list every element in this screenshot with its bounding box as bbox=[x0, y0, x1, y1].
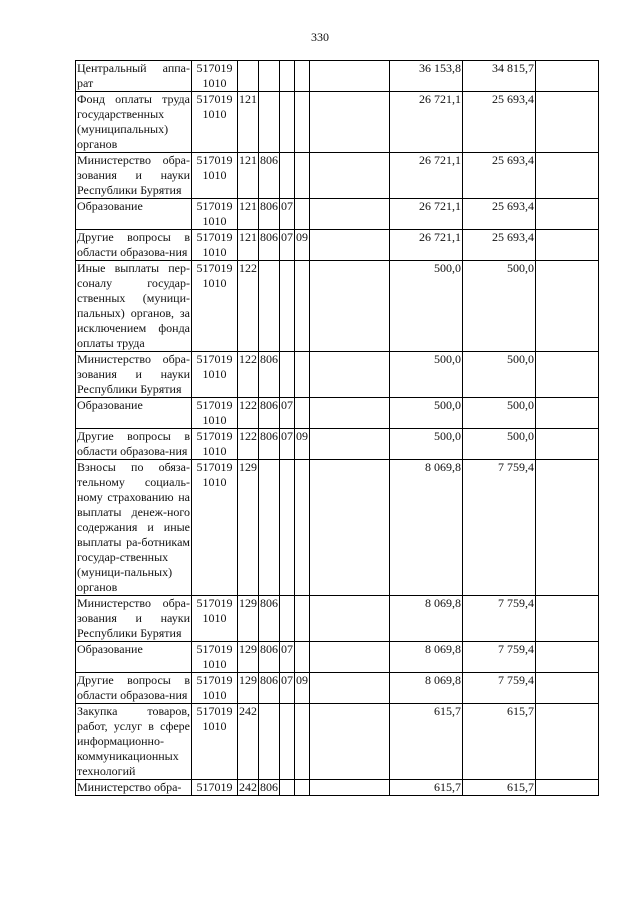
expense-type-cell: 121 bbox=[238, 230, 259, 261]
table-row bbox=[76, 153, 599, 199]
ministry-code-cell: 806 bbox=[259, 199, 280, 230]
table-row bbox=[76, 230, 599, 261]
empty-cell bbox=[310, 596, 390, 642]
section-cell bbox=[280, 352, 295, 398]
empty-cell bbox=[536, 398, 599, 429]
amount-year-1-cell: 8 069,8 bbox=[390, 673, 463, 704]
empty-cell bbox=[310, 642, 390, 673]
subsection-cell: 09 bbox=[295, 429, 310, 460]
empty-cell bbox=[310, 460, 390, 596]
empty-cell bbox=[536, 780, 599, 796]
ministry-code-cell: 806 bbox=[259, 230, 280, 261]
subsection-cell bbox=[295, 704, 310, 780]
amount-year-2-cell: 7 759,4 bbox=[463, 460, 536, 596]
empty-cell bbox=[536, 261, 599, 352]
row-name-cell: Министерство обра-зования и науки Республики Бурятия bbox=[77, 352, 190, 396]
target-article-cell: 517019 1010 bbox=[192, 61, 238, 92]
amount-year-1-cell: 500,0 bbox=[390, 429, 463, 460]
amount-year-2-cell: 25 693,4 bbox=[463, 153, 536, 199]
row-name-cell: Другие вопросы в области образова-ния bbox=[77, 230, 190, 259]
empty-cell bbox=[536, 704, 599, 780]
amount-year-2-cell: 25 693,4 bbox=[463, 230, 536, 261]
target-article-cell: 517019 1010 bbox=[192, 460, 238, 596]
empty-cell bbox=[536, 153, 599, 199]
target-article-cell: 517019 1010 bbox=[192, 92, 238, 153]
target-article-cell: 517019 1010 bbox=[192, 704, 238, 780]
table-row bbox=[76, 92, 599, 153]
subsection-cell bbox=[295, 61, 310, 92]
target-article-cell: 517019 1010 bbox=[192, 429, 238, 460]
row-name-cell: Образование bbox=[76, 642, 192, 673]
row-name-cell: Другие вопросы в области образова-ния bbox=[77, 429, 190, 458]
expense-type-cell: 121 bbox=[238, 199, 259, 230]
empty-cell bbox=[536, 61, 599, 92]
table-row bbox=[76, 261, 599, 352]
subsection-cell: 09 bbox=[295, 673, 310, 704]
empty-cell bbox=[310, 673, 390, 704]
amount-year-2-cell: 7 759,4 bbox=[463, 642, 536, 673]
ministry-code-cell: 806 bbox=[259, 673, 280, 704]
amount-year-2-cell: 25 693,4 bbox=[463, 199, 536, 230]
target-article-cell: 517019 1010 bbox=[192, 673, 238, 704]
expense-type-cell: 122 bbox=[238, 261, 259, 352]
table-row bbox=[76, 642, 599, 673]
amount-year-2-cell: 500,0 bbox=[463, 429, 536, 460]
amount-year-2-cell: 7 759,4 bbox=[463, 673, 536, 704]
empty-cell bbox=[310, 199, 390, 230]
target-article-cell: 517019 bbox=[192, 780, 238, 796]
amount-year-1-cell: 26 721,1 bbox=[390, 153, 463, 199]
amount-year-1-cell: 8 069,8 bbox=[390, 642, 463, 673]
row-name-cell: Центральный аппа-рат bbox=[77, 61, 190, 90]
empty-cell bbox=[536, 199, 599, 230]
ministry-code-cell: 806 bbox=[259, 429, 280, 460]
empty-cell bbox=[310, 153, 390, 199]
expense-type-cell bbox=[238, 61, 259, 92]
page-number: 330 bbox=[311, 30, 329, 44]
amount-year-2-cell: 500,0 bbox=[463, 352, 536, 398]
subsection-cell bbox=[295, 153, 310, 199]
subsection-cell bbox=[295, 199, 310, 230]
amount-year-2-cell: 500,0 bbox=[463, 398, 536, 429]
amount-year-1-cell: 615,7 bbox=[390, 780, 463, 796]
empty-cell bbox=[536, 92, 599, 153]
empty-cell bbox=[536, 352, 599, 398]
target-article-cell: 517019 1010 bbox=[192, 352, 238, 398]
empty-cell bbox=[310, 352, 390, 398]
expense-type-cell: 122 bbox=[238, 352, 259, 398]
empty-cell bbox=[536, 673, 599, 704]
ministry-code-cell: 806 bbox=[259, 642, 280, 673]
row-name-cell: Фонд оплаты труда государственных (муниципальных) органов bbox=[77, 92, 190, 151]
table-row bbox=[76, 199, 599, 230]
subsection-cell bbox=[295, 261, 310, 352]
amount-year-1-cell: 8 069,8 bbox=[390, 596, 463, 642]
target-article-cell: 517019 1010 bbox=[192, 153, 238, 199]
amount-year-2-cell: 34 815,7 bbox=[463, 61, 536, 92]
amount-year-1-cell: 36 153,8 bbox=[390, 61, 463, 92]
ministry-code-cell: 806 bbox=[259, 153, 280, 199]
subsection-cell bbox=[295, 92, 310, 153]
section-cell bbox=[280, 261, 295, 352]
ministry-code-cell: 806 bbox=[259, 398, 280, 429]
section-cell: 07 bbox=[280, 642, 295, 673]
empty-cell bbox=[536, 429, 599, 460]
subsection-cell bbox=[295, 352, 310, 398]
amount-year-1-cell: 26 721,1 bbox=[390, 92, 463, 153]
row-name-cell: Другие вопросы в области образова-ния bbox=[77, 673, 190, 702]
empty-cell bbox=[536, 642, 599, 673]
ministry-code-cell: 806 bbox=[259, 596, 280, 642]
section-cell: 07 bbox=[280, 429, 295, 460]
empty-cell bbox=[536, 230, 599, 261]
expense-type-cell: 242 bbox=[239, 780, 257, 794]
subsection-cell bbox=[295, 398, 310, 429]
expense-type-cell: 129 bbox=[238, 596, 259, 642]
section-cell bbox=[280, 704, 295, 780]
amount-year-1-cell: 615,7 bbox=[390, 704, 463, 780]
table-row bbox=[76, 460, 599, 596]
expense-type-cell: 129 bbox=[238, 460, 259, 596]
amount-year-1-cell: 26 721,1 bbox=[390, 230, 463, 261]
empty-cell bbox=[310, 780, 390, 796]
target-article-cell: 517019 1010 bbox=[192, 596, 238, 642]
section-cell bbox=[280, 780, 295, 796]
subsection-cell bbox=[295, 596, 310, 642]
section-cell: 07 bbox=[280, 199, 295, 230]
section-cell: 07 bbox=[280, 398, 295, 429]
expense-type-cell: 122 bbox=[238, 429, 259, 460]
empty-cell bbox=[310, 230, 390, 261]
expense-type-cell: 129 bbox=[238, 673, 259, 704]
row-name-cell: Министерство обра-зования и науки Республики Бурятия bbox=[77, 153, 190, 197]
expense-type-cell: 129 bbox=[238, 642, 259, 673]
amount-year-1-cell: 26 721,1 bbox=[390, 199, 463, 230]
empty-cell bbox=[536, 460, 599, 596]
empty-cell bbox=[310, 61, 390, 92]
row-name-cell: Взносы по обяза-тельному социаль-ному страхованию на выплаты денеж-ного содержания и иные выплаты ра-ботникам государ-ственных (муници-пальных) органов bbox=[77, 460, 190, 594]
subsection-cell bbox=[295, 460, 310, 596]
target-article-cell: 517019 1010 bbox=[192, 199, 238, 230]
ministry-code-cell bbox=[259, 92, 280, 153]
section-cell: 07 bbox=[280, 673, 295, 704]
empty-cell bbox=[310, 704, 390, 780]
ministry-code-cell bbox=[259, 261, 280, 352]
budget-table bbox=[75, 60, 599, 796]
amount-year-2-cell: 25 693,4 bbox=[463, 92, 536, 153]
ministry-code-cell: 806 bbox=[259, 352, 280, 398]
table-row bbox=[76, 780, 599, 796]
expense-type-cell: 121 bbox=[238, 92, 259, 153]
section-cell bbox=[280, 596, 295, 642]
target-article-cell: 517019 1010 bbox=[192, 230, 238, 261]
expense-type-cell: 242 bbox=[238, 704, 259, 780]
amount-year-2-cell: 7 759,4 bbox=[463, 596, 536, 642]
target-article-cell: 517019 1010 bbox=[192, 642, 238, 673]
empty-cell bbox=[310, 398, 390, 429]
table-row bbox=[76, 596, 599, 642]
amount-year-1-cell: 500,0 bbox=[390, 398, 463, 429]
table-row bbox=[76, 61, 599, 92]
table-row bbox=[76, 704, 599, 780]
subsection-cell bbox=[295, 642, 310, 673]
table-row bbox=[76, 429, 599, 460]
row-name-cell: Министерство обра-зования и науки Республики Бурятия bbox=[77, 596, 190, 640]
amount-year-2-cell: 615,7 bbox=[463, 704, 536, 780]
target-article-cell: 517019 1010 bbox=[192, 398, 238, 429]
amount-year-2-cell: 615,7 bbox=[463, 780, 536, 796]
table-row bbox=[76, 352, 599, 398]
target-article-cell: 517019 1010 bbox=[192, 261, 238, 352]
ministry-code-cell bbox=[259, 704, 280, 780]
row-name-cell: Закупка товаров, работ, услуг в сфере информационно-коммуникационных технологий bbox=[77, 704, 190, 778]
table-row bbox=[76, 673, 599, 704]
amount-year-1-cell: 500,0 bbox=[390, 352, 463, 398]
amount-year-2-cell: 500,0 bbox=[463, 261, 536, 352]
row-name-cell: Иные выплаты пер-соналу государ-ственных (муници-пальных) органов, за исключением фонда оплаты труда bbox=[77, 261, 190, 350]
empty-cell bbox=[310, 261, 390, 352]
amount-year-1-cell: 8 069,8 bbox=[390, 460, 463, 596]
subsection-cell bbox=[295, 780, 310, 796]
row-name-cell: Министерство обра- bbox=[76, 780, 192, 796]
section-cell bbox=[280, 153, 295, 199]
section-cell bbox=[280, 460, 295, 596]
expense-type-cell: 122 bbox=[238, 398, 259, 429]
row-name-cell: Образование bbox=[76, 199, 192, 230]
empty-cell bbox=[536, 596, 599, 642]
row-name-cell: Образование bbox=[76, 398, 192, 429]
amount-year-1-cell: 500,0 bbox=[390, 261, 463, 352]
empty-cell bbox=[310, 429, 390, 460]
section-cell: 07 bbox=[280, 230, 295, 261]
subsection-cell: 09 bbox=[295, 230, 310, 261]
ministry-code-cell bbox=[259, 61, 280, 92]
table-row bbox=[76, 398, 599, 429]
empty-cell bbox=[310, 92, 390, 153]
section-cell bbox=[280, 61, 295, 92]
section-cell bbox=[280, 92, 295, 153]
ministry-code-cell: 806 bbox=[260, 780, 278, 794]
ministry-code-cell bbox=[259, 460, 280, 596]
expense-type-cell: 121 bbox=[238, 153, 259, 199]
